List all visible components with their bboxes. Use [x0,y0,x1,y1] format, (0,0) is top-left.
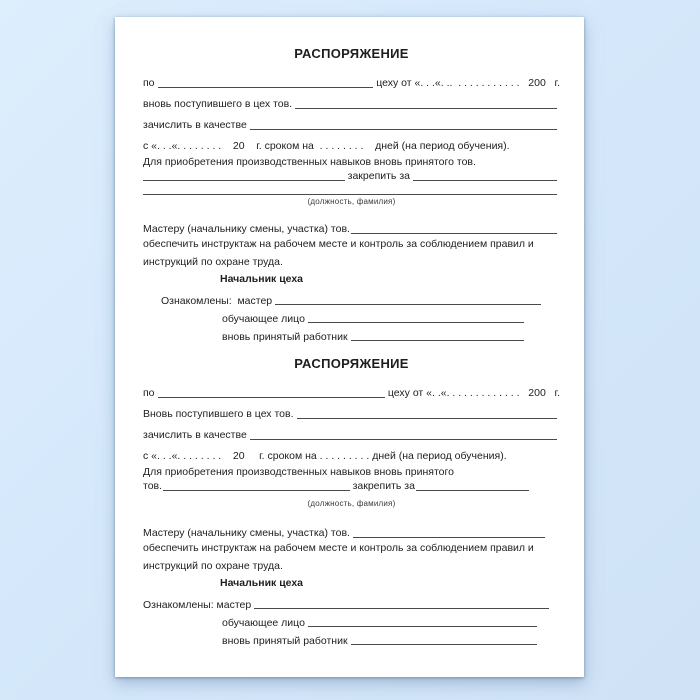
blank-line [308,321,524,323]
blank-line [297,417,557,419]
ack-master-label: Ознакомлены: мастер [161,295,273,307]
enroll-line [143,421,560,442]
form-title: РАСПОРЯЖЕНИЕ [294,356,409,371]
ack-trainer-line [143,307,560,325]
ack-worker-line [143,325,560,343]
blank-line [254,607,549,609]
ack-worker-label: вновь принятый работник [222,635,348,647]
blank-line [351,643,537,645]
instruction-line-1: обеспечить инструктаж на рабочем месте и контроль за соблюдением правил и [143,238,534,250]
chief-signature-label: Начальник цеха [220,273,304,285]
blank-line [143,193,557,195]
term-text: с «. . .«. . . . . . . . 20 г. сроком на . . . . . . . . . дней (на период обучения). [143,450,507,462]
instruction-line-1: обеспечить инструктаж на рабочем месте и контроль за соблюдением правил и [143,542,534,554]
term-line [143,132,560,153]
enroll-label: зачислить в качестве [143,119,247,131]
blank-line [163,489,350,491]
po-label: по [143,77,155,89]
ack-trainer-line [143,611,560,629]
po-suffix: цеху от «. . .«. .. . . . . . . . . . . . 200 г. [376,77,560,89]
instruction-line-2: инструкций по охране труда. [143,256,283,268]
po-suffix: цеху от «. .«. . . . . . . . . . . . . 200 г. [387,387,560,399]
enroll-label: зачислить в качестве [143,429,247,441]
term-text: с «. . .«. . . . . . . . 20 г. сроком на . . . . . . . . дней (на период обучения). [143,140,510,152]
tov-label: тов. [143,480,163,492]
position-name-caption: (должность, фамилия) [307,499,396,508]
term-line [143,442,560,463]
po-line [143,379,560,400]
ack-worker-line [143,629,560,647]
blank-line [158,86,374,88]
assign-line [143,479,560,493]
blank-line [158,396,385,398]
ack-master-label: Ознакомлены: мастер [143,599,252,611]
master-label: Мастеру (начальнику смены, участка) тов. [143,223,350,235]
blank-line [413,179,557,181]
skills-line [143,153,560,169]
blank-line [250,128,557,130]
blank-line [351,339,524,341]
master-line [143,520,560,540]
position-name-caption: (должность, фамилия) [307,197,396,206]
skills-text: Для приобретения производственных навыков вновь принятого тов. [143,156,476,168]
po-label: по [143,387,155,399]
ack-master-line [143,593,560,611]
ack-worker-label: вновь принятый работник [222,331,348,343]
newcomer-line [143,400,560,421]
ack-trainer-label: обучающее лицо [222,313,305,325]
master-label: Мастеру (начальнику смены, участка) тов. [143,527,350,539]
blank-line [143,179,345,181]
assign-label: закрепить за [352,480,415,492]
newcomer-label: Вновь поступившего в цех тов. [143,408,294,420]
ack-trainer-label: обучающее лицо [222,617,305,629]
blank-line [416,489,529,491]
form-title: РАСПОРЯЖЕНИЕ [294,46,409,61]
skills-line [143,463,560,479]
newcomer-line [143,90,560,111]
blank-line [295,107,557,109]
blank-line [308,625,537,627]
order-form-2 [143,357,560,647]
ack-master-line [143,289,560,307]
assign-line [143,169,560,183]
order-form-1 [143,47,560,343]
newcomer-label: вновь поступившего в цех тов. [143,98,293,110]
document-sheet [115,17,584,677]
skills-text: Для приобретения производственных навыков вновь принятого [143,466,454,478]
assign-label: закрепить за [347,170,410,182]
chief-signature-label: Начальник цеха [220,577,304,589]
blank-line [275,303,541,305]
master-line [143,216,560,236]
po-line [143,69,560,90]
blank-line [353,536,545,538]
full-blank-line [143,183,560,197]
enroll-line [143,111,560,132]
instruction-line-2: инструкций по охране труда. [143,560,283,572]
blank-line [351,232,557,234]
blank-line [250,438,557,440]
